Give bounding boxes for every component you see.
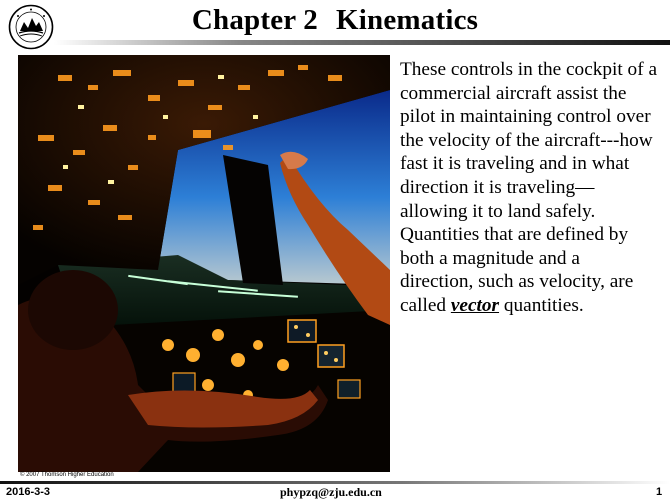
cockpit-photo: [18, 55, 390, 472]
footer-divider: [0, 481, 670, 484]
footer-date: 2016-3-3: [6, 486, 51, 498]
vector-term: vector: [450, 294, 500, 316]
photo-credit: © 2007 Thomson Higher Education: [20, 472, 114, 478]
slide-body-text: [400, 58, 658, 318]
body-text-main: These controls in the cockpit of a commercial aircraft assist the pilot in maintaining control over the velocity of the aircraft---how fast it is traveling and in what direction it is traveling—allowing it to land safely. Quantities that are defined by both a magnitude and a direction, such as velocity, are called: [400, 59, 658, 316]
slide-title: [0, 4, 670, 37]
title-chapter: Chapter 2: [191, 4, 318, 36]
body-text-end: quantities.: [499, 294, 584, 316]
footer-email: phypzq@zju.edu.cn: [280, 485, 382, 499]
page-number: 1: [656, 486, 663, 498]
title-topic: Kinematics: [335, 4, 479, 36]
title-divider: [54, 40, 670, 45]
